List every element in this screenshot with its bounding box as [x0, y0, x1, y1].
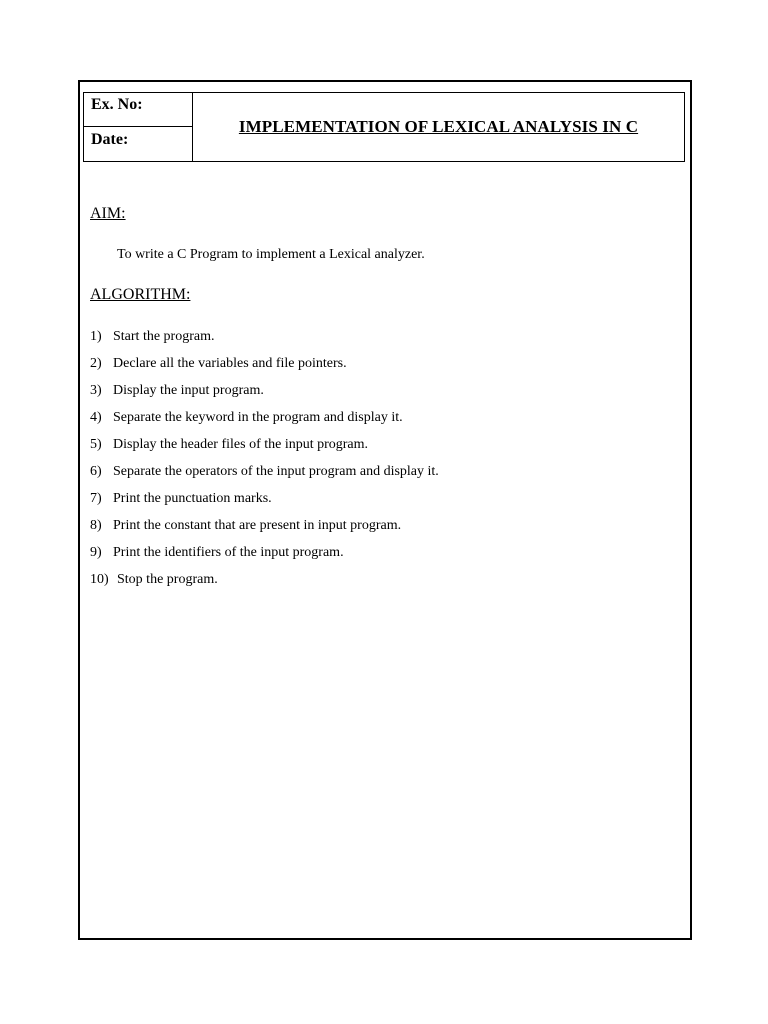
- ex-no-label: Ex. No:: [84, 93, 192, 127]
- aim-heading: AIM:: [90, 205, 126, 222]
- document-title: IMPLEMENTATION OF LEXICAL ANALYSIS IN C: [238, 117, 639, 136]
- step-number: 9): [90, 545, 102, 560]
- step-text: Stop the program.: [117, 572, 218, 587]
- algorithm-step: [90, 329, 439, 356]
- step-text: Print the identifiers of the input program.: [113, 545, 344, 560]
- step-number: 10): [90, 572, 109, 587]
- step-text: Display the input program.: [113, 383, 264, 398]
- algorithm-step: [90, 356, 439, 383]
- step-number: 2): [90, 356, 102, 371]
- step-text: Separate the keyword in the program and display it.: [113, 410, 403, 425]
- step-text: Separate the operators of the input program and display it.: [113, 464, 439, 479]
- algorithm-heading: ALGORITHM:: [90, 286, 191, 303]
- step-text: Display the header files of the input program.: [113, 437, 369, 452]
- algorithm-step: [90, 491, 439, 518]
- step-number: 4): [90, 410, 102, 425]
- algorithm-step: [90, 518, 439, 545]
- step-text: Print the constant that are present in input program.: [113, 518, 402, 533]
- algorithm-step: [90, 545, 439, 572]
- step-text: Start the program.: [113, 329, 215, 344]
- aim-text: To write a C Program to implement a Lexical analyzer.: [117, 247, 425, 262]
- step-text: Print the punctuation marks.: [113, 491, 272, 506]
- header-table: [83, 92, 685, 162]
- algorithm-step: [90, 410, 439, 437]
- step-number: 8): [90, 518, 102, 533]
- algorithm-step: [90, 437, 439, 464]
- algorithm-step: [90, 572, 439, 599]
- header-left-column: [84, 93, 193, 161]
- step-text: Declare all the variables and file pointers.: [113, 356, 347, 371]
- step-number: 5): [90, 437, 102, 452]
- algorithm-step: [90, 464, 439, 491]
- step-number: 3): [90, 383, 102, 398]
- step-number: 6): [90, 464, 102, 479]
- step-number: 1): [90, 329, 102, 344]
- algorithm-step: [90, 383, 439, 410]
- step-number: 7): [90, 491, 102, 506]
- algorithm-steps-list: [90, 329, 439, 599]
- date-label: Date:: [91, 131, 129, 148]
